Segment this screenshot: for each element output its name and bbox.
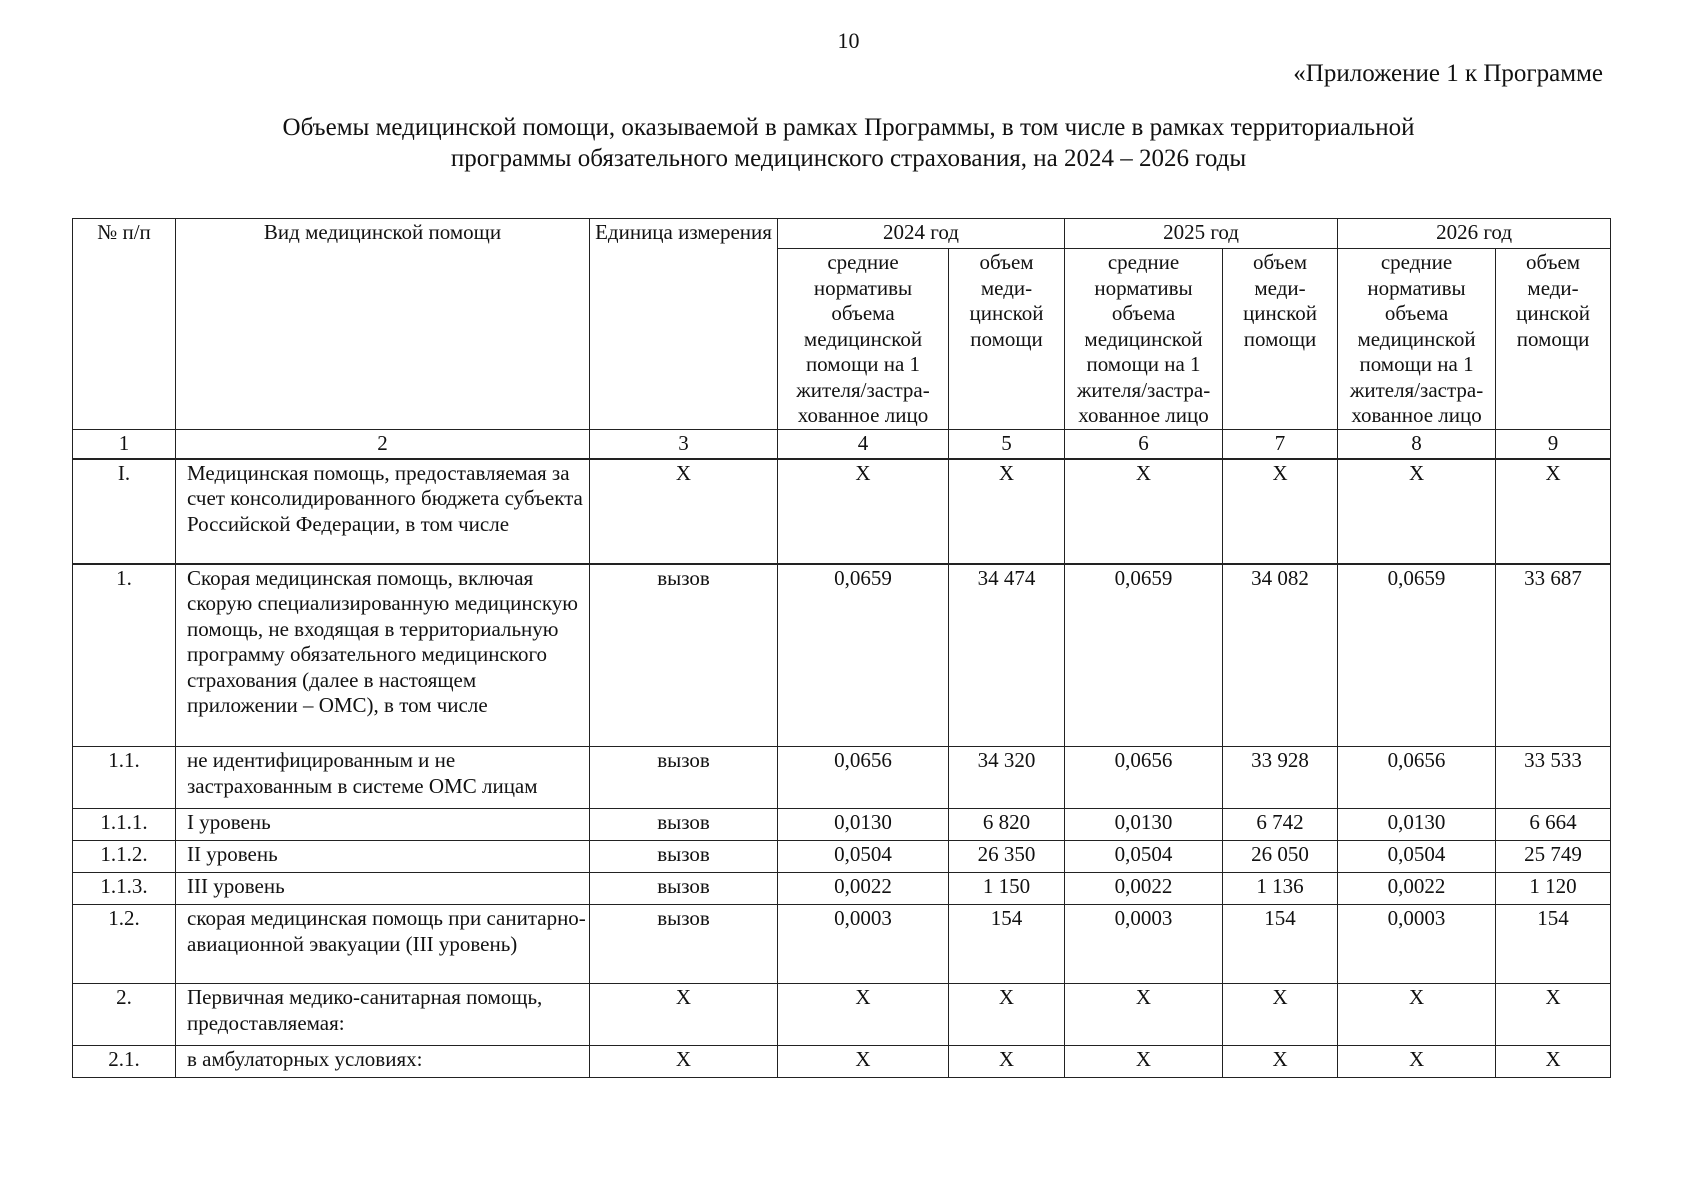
- row-unit: X: [590, 1046, 778, 1078]
- row-value: 26 350: [949, 841, 1065, 873]
- row-unit: X: [590, 459, 778, 564]
- row-value: 33 687: [1496, 564, 1611, 747]
- header-kind: Вид медицинской помощи: [176, 219, 590, 430]
- row-value: 154: [1496, 905, 1611, 984]
- header-norm-2026: средние нормативы объема медицинской помощи на 1 жителя/застра-хованное лицо: [1338, 249, 1496, 430]
- header-volume-2025: объем меди-цинской помощи: [1223, 249, 1338, 430]
- row-value: X: [1223, 459, 1338, 564]
- header-year-2024: 2024 год: [778, 219, 1065, 249]
- column-number: 7: [1223, 429, 1338, 459]
- row-num: 1.1.1.: [73, 809, 176, 841]
- column-number: 1: [73, 429, 176, 459]
- row-value: 0,0659: [1065, 564, 1223, 747]
- row-unit: вызов: [590, 905, 778, 984]
- column-number: 5: [949, 429, 1065, 459]
- row-value: 0,0130: [1065, 809, 1223, 841]
- row-value: X: [949, 459, 1065, 564]
- row-value: X: [1338, 984, 1496, 1046]
- row-value: X: [778, 459, 949, 564]
- row-kind: Скорая медицинская помощь, включая скорую специализированную медицинскую помощь, не входящая в территориальную программу обязательного медицинского страхования (далее в настоящем приложении – ОМС), в том числе: [176, 564, 590, 747]
- row-value: 0,0130: [1338, 809, 1496, 841]
- row-kind: Медицинская помощь, предоставляемая за счет консолидированного бюджета субъекта Российской Федерации, в том числе: [176, 459, 590, 564]
- row-unit: вызов: [590, 809, 778, 841]
- row-unit: вызов: [590, 564, 778, 747]
- header-num: № п/п: [73, 219, 176, 430]
- volumes-table: [72, 218, 1611, 1078]
- row-value: 6 742: [1223, 809, 1338, 841]
- row-value: 6 820: [949, 809, 1065, 841]
- row-value: 34 082: [1223, 564, 1338, 747]
- row-num: 2.1.: [73, 1046, 176, 1078]
- header-volume-2026: объем меди-цинской помощи: [1496, 249, 1611, 430]
- title-line-2: программы обязательного медицинского страхования, на 2024 – 2026 годы: [450, 145, 1247, 172]
- row-value: X: [778, 1046, 949, 1078]
- table-row: [73, 841, 1611, 873]
- row-kind: не идентифицированным и не застрахованным в системе ОМС лицам: [176, 747, 590, 809]
- row-num: 1.1.: [73, 747, 176, 809]
- row-value: 1 150: [949, 873, 1065, 905]
- header-norm-2024: средние нормативы объема медицинской помощи на 1 жителя/застра-хованное лицо: [778, 249, 949, 430]
- row-value: X: [1065, 459, 1223, 564]
- row-num: 1.2.: [73, 905, 176, 984]
- row-value: X: [1496, 984, 1611, 1046]
- appendix-label: «Приложение 1 к Программе: [1293, 60, 1603, 87]
- table-row: [73, 905, 1611, 984]
- row-value: X: [778, 984, 949, 1046]
- header-norm-2025: средние нормативы объема медицинской помощи на 1 жителя/застра-хованное лицо: [1065, 249, 1223, 430]
- row-value: 0,0656: [1338, 747, 1496, 809]
- title-line-1: Объемы медицинской помощи, оказываемой в рамках Программы, в том числе в рамках территориальной: [282, 114, 1415, 141]
- row-value: X: [1496, 459, 1611, 564]
- row-value: 0,0656: [778, 747, 949, 809]
- row-value: 0,0659: [1338, 564, 1496, 747]
- row-value: 6 664: [1496, 809, 1611, 841]
- row-value: 34 474: [949, 564, 1065, 747]
- row-value: 0,0022: [1338, 873, 1496, 905]
- row-value: X: [949, 984, 1065, 1046]
- row-value: 1 136: [1223, 873, 1338, 905]
- column-number: 8: [1338, 429, 1496, 459]
- row-value: 0,0659: [778, 564, 949, 747]
- column-number: 9: [1496, 429, 1611, 459]
- table-row: [73, 1046, 1611, 1078]
- row-value: X: [1223, 1046, 1338, 1078]
- row-num: I.: [73, 459, 176, 564]
- row-value: 33 928: [1223, 747, 1338, 809]
- row-unit: вызов: [590, 841, 778, 873]
- row-value: 1 120: [1496, 873, 1611, 905]
- row-value: 0,0003: [1338, 905, 1496, 984]
- row-num: 1.: [73, 564, 176, 747]
- row-value: 0,0022: [778, 873, 949, 905]
- table-row: [73, 873, 1611, 905]
- row-kind: I уровень: [176, 809, 590, 841]
- header-year-2025: 2025 год: [1065, 219, 1338, 249]
- row-kind: в амбулаторных условиях:: [176, 1046, 590, 1078]
- row-value: X: [1065, 1046, 1223, 1078]
- row-value: 0,0504: [1065, 841, 1223, 873]
- row-kind: Первичная медико-санитарная помощь, предоставляемая:: [176, 984, 590, 1046]
- row-value: 0,0003: [778, 905, 949, 984]
- row-value: X: [949, 1046, 1065, 1078]
- table-body: [73, 459, 1611, 1078]
- row-value: 0,0130: [778, 809, 949, 841]
- row-value: 0,0504: [778, 841, 949, 873]
- row-kind: II уровень: [176, 841, 590, 873]
- row-value: X: [1496, 1046, 1611, 1078]
- header-year-2026: 2026 год: [1338, 219, 1611, 249]
- document-title: [0, 112, 1697, 174]
- row-value: X: [1338, 1046, 1496, 1078]
- column-number: 3: [590, 429, 778, 459]
- row-value: 154: [1223, 905, 1338, 984]
- row-unit: вызов: [590, 747, 778, 809]
- row-num: 1.1.3.: [73, 873, 176, 905]
- table-row: [73, 564, 1611, 747]
- row-value: 0,0022: [1065, 873, 1223, 905]
- header-unit: Единица измерения: [590, 219, 778, 430]
- page-number: 10: [837, 28, 860, 53]
- row-num: 1.1.2.: [73, 841, 176, 873]
- row-value: 34 320: [949, 747, 1065, 809]
- table-header: [73, 219, 1611, 459]
- table-row: [73, 459, 1611, 564]
- row-kind: скорая медицинская помощь при санитарно-авиационной эвакуации (III уровень): [176, 905, 590, 984]
- row-value: 0,0003: [1065, 905, 1223, 984]
- row-value: X: [1223, 984, 1338, 1046]
- column-number-row: [73, 429, 1611, 459]
- row-value: 33 533: [1496, 747, 1611, 809]
- header-volume-2024: объем меди-цинской помощи: [949, 249, 1065, 430]
- row-unit: X: [590, 984, 778, 1046]
- row-num: 2.: [73, 984, 176, 1046]
- row-value: 0,0656: [1065, 747, 1223, 809]
- table-row: [73, 809, 1611, 841]
- table-row: [73, 747, 1611, 809]
- row-value: 26 050: [1223, 841, 1338, 873]
- row-value: X: [1338, 459, 1496, 564]
- column-number: 4: [778, 429, 949, 459]
- table-row: [73, 984, 1611, 1046]
- column-number: 2: [176, 429, 590, 459]
- row-unit: вызов: [590, 873, 778, 905]
- column-number: 6: [1065, 429, 1223, 459]
- row-kind: III уровень: [176, 873, 590, 905]
- row-value: 25 749: [1496, 841, 1611, 873]
- row-value: 0,0504: [1338, 841, 1496, 873]
- row-value: X: [1065, 984, 1223, 1046]
- row-value: 154: [949, 905, 1065, 984]
